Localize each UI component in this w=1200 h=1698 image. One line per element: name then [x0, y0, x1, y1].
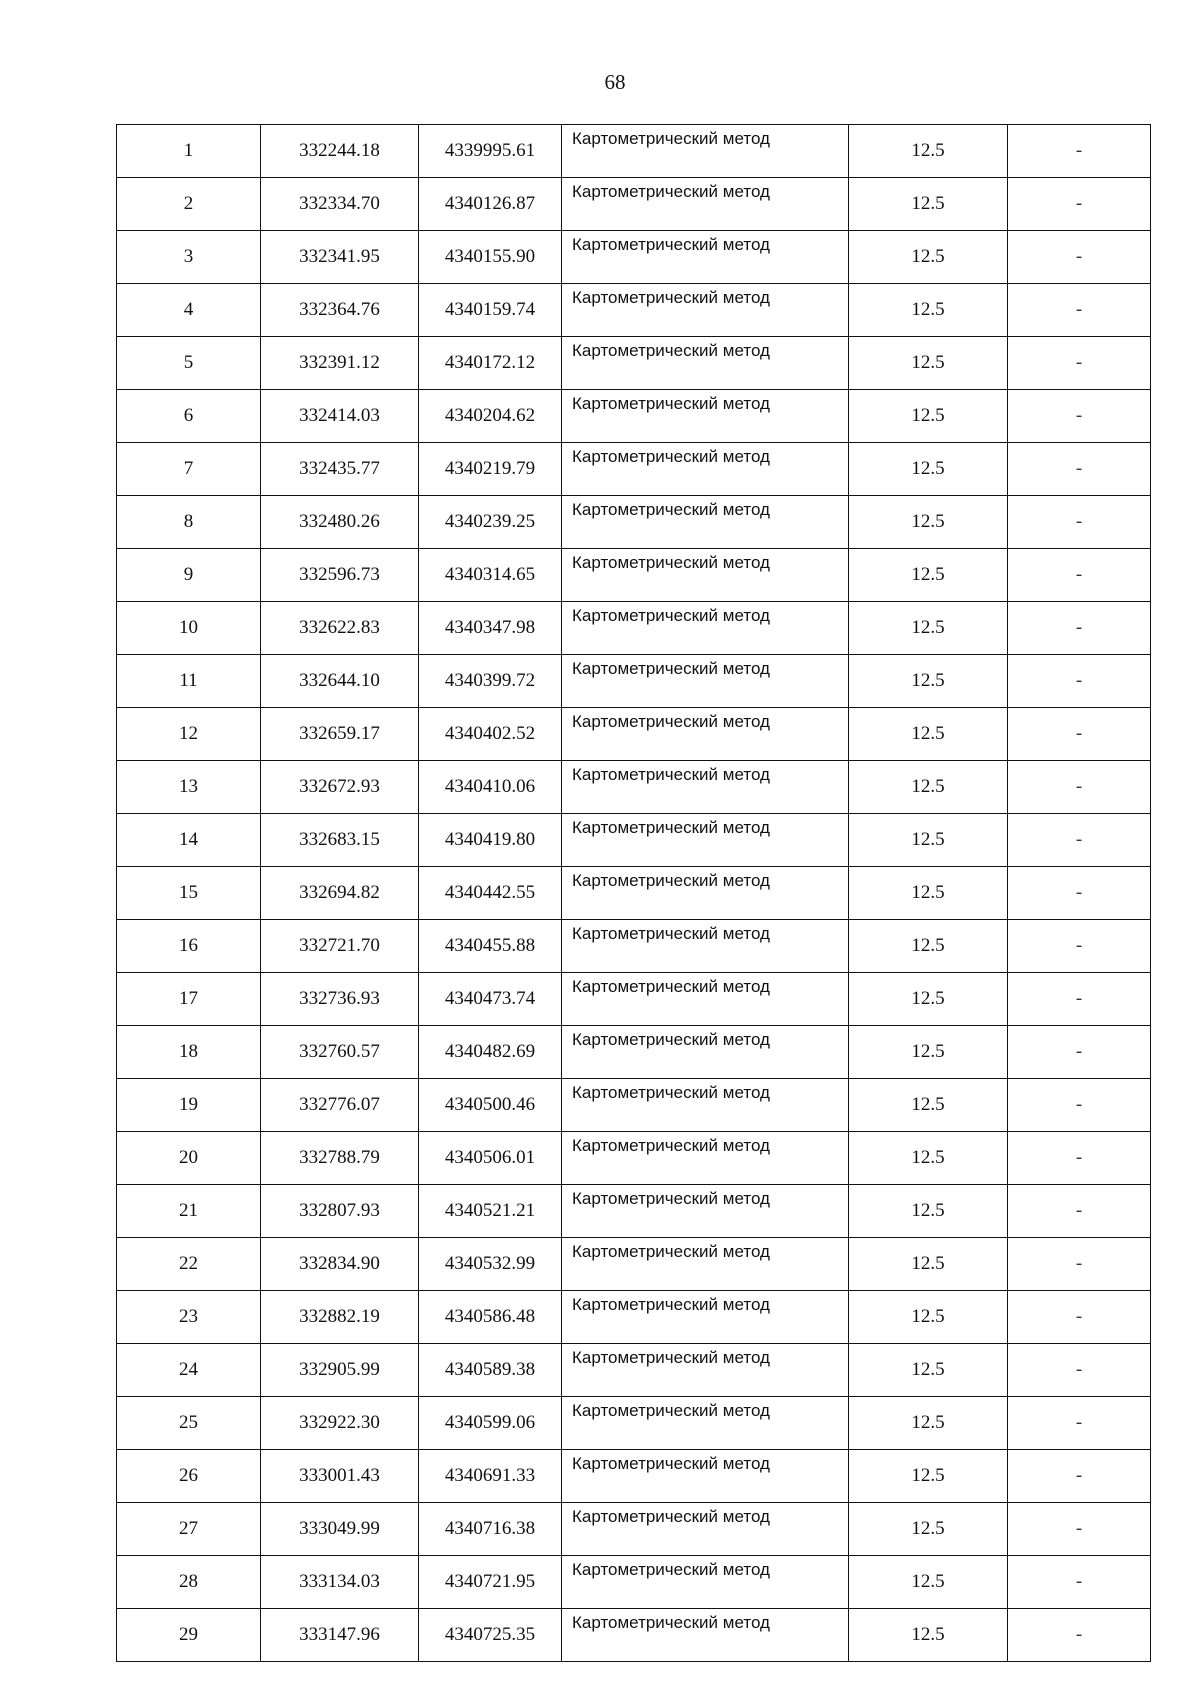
table-row: [117, 1503, 1151, 1556]
note-cell: -: [1008, 814, 1151, 867]
x-coordinate-cell: 332788.79: [261, 1132, 419, 1185]
y-coordinate-cell: 4340126.87: [419, 178, 562, 231]
note-cell: -: [1008, 1503, 1151, 1556]
table-row: [117, 178, 1151, 231]
accuracy-cell: 12.5: [849, 973, 1008, 1026]
point-number-cell: 9: [117, 549, 261, 602]
accuracy-cell: 12.5: [849, 178, 1008, 231]
y-coordinate-cell: 4340599.06: [419, 1397, 562, 1450]
y-coordinate-cell: 4340506.01: [419, 1132, 562, 1185]
table-row: [117, 284, 1151, 337]
note-cell: -: [1008, 1185, 1151, 1238]
accuracy-cell: 12.5: [849, 284, 1008, 337]
method-cell: Картометрический метод: [562, 549, 849, 602]
method-cell: Картометрический метод: [562, 1556, 849, 1609]
point-number-cell: 19: [117, 1079, 261, 1132]
note-cell: -: [1008, 708, 1151, 761]
note-cell: -: [1008, 1291, 1151, 1344]
method-cell: Картометрический метод: [562, 708, 849, 761]
accuracy-cell: 12.5: [849, 1397, 1008, 1450]
method-cell: Картометрический метод: [562, 1397, 849, 1450]
y-coordinate-cell: 4340410.06: [419, 761, 562, 814]
accuracy-cell: 12.5: [849, 602, 1008, 655]
point-number-cell: 1: [117, 125, 261, 178]
method-cell: Картометрический метод: [562, 1609, 849, 1662]
y-coordinate-cell: 4340347.98: [419, 602, 562, 655]
page-number: 68: [604, 70, 626, 94]
accuracy-cell: 12.5: [849, 1185, 1008, 1238]
note-cell: -: [1008, 549, 1151, 602]
point-number-cell: 23: [117, 1291, 261, 1344]
y-coordinate-cell: 4340172.12: [419, 337, 562, 390]
point-number-cell: 22: [117, 1238, 261, 1291]
x-coordinate-cell: 332364.76: [261, 284, 419, 337]
x-coordinate-cell: 332807.93: [261, 1185, 419, 1238]
table-row: [117, 390, 1151, 443]
table-row: [117, 920, 1151, 973]
accuracy-cell: 12.5: [849, 655, 1008, 708]
table-row: [117, 1344, 1151, 1397]
x-coordinate-cell: 332644.10: [261, 655, 419, 708]
y-coordinate-cell: 4340314.65: [419, 549, 562, 602]
method-cell: Картометрический метод: [562, 1132, 849, 1185]
point-number-cell: 10: [117, 602, 261, 655]
x-coordinate-cell: 332882.19: [261, 1291, 419, 1344]
point-number-cell: 25: [117, 1397, 261, 1450]
x-coordinate-cell: 332776.07: [261, 1079, 419, 1132]
x-coordinate-cell: 332596.73: [261, 549, 419, 602]
table-row: [117, 443, 1151, 496]
method-cell: Картометрический метод: [562, 655, 849, 708]
accuracy-cell: 12.5: [849, 549, 1008, 602]
method-cell: Картометрический метод: [562, 1291, 849, 1344]
x-coordinate-cell: 333147.96: [261, 1609, 419, 1662]
y-coordinate-cell: 4340219.79: [419, 443, 562, 496]
x-coordinate-cell: 332622.83: [261, 602, 419, 655]
method-cell: Картометрический метод: [562, 1026, 849, 1079]
table-row: [117, 814, 1151, 867]
table-row: [117, 1397, 1151, 1450]
accuracy-cell: 12.5: [849, 496, 1008, 549]
table-row: [117, 1132, 1151, 1185]
accuracy-cell: 12.5: [849, 708, 1008, 761]
table-row: [117, 549, 1151, 602]
x-coordinate-cell: 332244.18: [261, 125, 419, 178]
method-cell: Картометрический метод: [562, 390, 849, 443]
x-coordinate-cell: 332480.26: [261, 496, 419, 549]
y-coordinate-cell: 4340721.95: [419, 1556, 562, 1609]
accuracy-cell: 12.5: [849, 1609, 1008, 1662]
table-row: [117, 1079, 1151, 1132]
accuracy-cell: 12.5: [849, 1238, 1008, 1291]
accuracy-cell: 12.5: [849, 390, 1008, 443]
point-number-cell: 12: [117, 708, 261, 761]
method-cell: Картометрический метод: [562, 231, 849, 284]
method-cell: Картометрический метод: [562, 814, 849, 867]
point-number-cell: 13: [117, 761, 261, 814]
point-number-cell: 7: [117, 443, 261, 496]
y-coordinate-cell: 4340239.25: [419, 496, 562, 549]
method-cell: Картометрический метод: [562, 496, 849, 549]
note-cell: -: [1008, 1026, 1151, 1079]
x-coordinate-cell: 332435.77: [261, 443, 419, 496]
method-cell: Картометрический метод: [562, 1238, 849, 1291]
table-row: [117, 761, 1151, 814]
x-coordinate-cell: 333001.43: [261, 1450, 419, 1503]
method-cell: Картометрический метод: [562, 867, 849, 920]
note-cell: -: [1008, 1238, 1151, 1291]
note-cell: -: [1008, 1450, 1151, 1503]
accuracy-cell: 12.5: [849, 337, 1008, 390]
accuracy-cell: 12.5: [849, 920, 1008, 973]
method-cell: Картометрический метод: [562, 1450, 849, 1503]
x-coordinate-cell: 332694.82: [261, 867, 419, 920]
table-row: [117, 655, 1151, 708]
point-number-cell: 20: [117, 1132, 261, 1185]
point-number-cell: 6: [117, 390, 261, 443]
y-coordinate-cell: 4339995.61: [419, 125, 562, 178]
table-row: [117, 708, 1151, 761]
method-cell: Картометрический метод: [562, 973, 849, 1026]
point-number-cell: 18: [117, 1026, 261, 1079]
x-coordinate-cell: 332834.90: [261, 1238, 419, 1291]
method-cell: Картометрический метод: [562, 602, 849, 655]
point-number-cell: 14: [117, 814, 261, 867]
y-coordinate-cell: 4340589.38: [419, 1344, 562, 1397]
method-cell: Картометрический метод: [562, 761, 849, 814]
table-row: [117, 231, 1151, 284]
note-cell: -: [1008, 1344, 1151, 1397]
point-number-cell: 11: [117, 655, 261, 708]
table-row: [117, 602, 1151, 655]
note-cell: -: [1008, 973, 1151, 1026]
note-cell: -: [1008, 178, 1151, 231]
note-cell: -: [1008, 1609, 1151, 1662]
x-coordinate-cell: 332760.57: [261, 1026, 419, 1079]
point-number-cell: 17: [117, 973, 261, 1026]
method-cell: Картометрический метод: [562, 178, 849, 231]
method-cell: Картометрический метод: [562, 443, 849, 496]
x-coordinate-cell: 332341.95: [261, 231, 419, 284]
accuracy-cell: 12.5: [849, 867, 1008, 920]
point-number-cell: 5: [117, 337, 261, 390]
x-coordinate-cell: 332334.70: [261, 178, 419, 231]
x-coordinate-cell: 332736.93: [261, 973, 419, 1026]
table-row: [117, 867, 1151, 920]
point-number-cell: 2: [117, 178, 261, 231]
method-cell: Картометрический метод: [562, 1185, 849, 1238]
x-coordinate-cell: 333049.99: [261, 1503, 419, 1556]
table-row: [117, 1556, 1151, 1609]
note-cell: -: [1008, 1397, 1151, 1450]
note-cell: -: [1008, 655, 1151, 708]
x-coordinate-cell: 332683.15: [261, 814, 419, 867]
y-coordinate-cell: 4340482.69: [419, 1026, 562, 1079]
point-number-cell: 27: [117, 1503, 261, 1556]
y-coordinate-cell: 4340155.90: [419, 231, 562, 284]
point-number-cell: 26: [117, 1450, 261, 1503]
y-coordinate-cell: 4340532.99: [419, 1238, 562, 1291]
accuracy-cell: 12.5: [849, 761, 1008, 814]
method-cell: Картометрический метод: [562, 337, 849, 390]
method-cell: Картометрический метод: [562, 1079, 849, 1132]
method-cell: Картометрический метод: [562, 284, 849, 337]
accuracy-cell: 12.5: [849, 443, 1008, 496]
table-row: [117, 125, 1151, 178]
note-cell: -: [1008, 761, 1151, 814]
note-cell: -: [1008, 390, 1151, 443]
y-coordinate-cell: 4340586.48: [419, 1291, 562, 1344]
note-cell: -: [1008, 125, 1151, 178]
note-cell: -: [1008, 496, 1151, 549]
point-number-cell: 29: [117, 1609, 261, 1662]
note-cell: -: [1008, 867, 1151, 920]
note-cell: -: [1008, 1079, 1151, 1132]
coordinates-table: [116, 124, 1151, 1662]
accuracy-cell: 12.5: [849, 1079, 1008, 1132]
point-number-cell: 15: [117, 867, 261, 920]
y-coordinate-cell: 4340521.21: [419, 1185, 562, 1238]
point-number-cell: 3: [117, 231, 261, 284]
table-row: [117, 1026, 1151, 1079]
y-coordinate-cell: 4340419.80: [419, 814, 562, 867]
point-number-cell: 16: [117, 920, 261, 973]
table-row: [117, 1450, 1151, 1503]
note-cell: -: [1008, 920, 1151, 973]
table-row: [117, 1609, 1151, 1662]
table-row: [117, 1185, 1151, 1238]
method-cell: Картометрический метод: [562, 1503, 849, 1556]
note-cell: -: [1008, 284, 1151, 337]
point-number-cell: 28: [117, 1556, 261, 1609]
y-coordinate-cell: 4340455.88: [419, 920, 562, 973]
table-row: [117, 973, 1151, 1026]
coordinates-table-body: [117, 125, 1151, 1662]
accuracy-cell: 12.5: [849, 1556, 1008, 1609]
y-coordinate-cell: 4340725.35: [419, 1609, 562, 1662]
x-coordinate-cell: 332922.30: [261, 1397, 419, 1450]
x-coordinate-cell: 333134.03: [261, 1556, 419, 1609]
note-cell: -: [1008, 443, 1151, 496]
note-cell: -: [1008, 337, 1151, 390]
note-cell: -: [1008, 1556, 1151, 1609]
accuracy-cell: 12.5: [849, 231, 1008, 284]
y-coordinate-cell: 4340399.72: [419, 655, 562, 708]
note-cell: -: [1008, 1132, 1151, 1185]
y-coordinate-cell: 4340691.33: [419, 1450, 562, 1503]
point-number-cell: 24: [117, 1344, 261, 1397]
y-coordinate-cell: 4340204.62: [419, 390, 562, 443]
table-row: [117, 1238, 1151, 1291]
table-row: [117, 496, 1151, 549]
point-number-cell: 21: [117, 1185, 261, 1238]
point-number-cell: 8: [117, 496, 261, 549]
y-coordinate-cell: 4340716.38: [419, 1503, 562, 1556]
method-cell: Картометрический метод: [562, 125, 849, 178]
y-coordinate-cell: 4340442.55: [419, 867, 562, 920]
accuracy-cell: 12.5: [849, 1450, 1008, 1503]
note-cell: -: [1008, 602, 1151, 655]
x-coordinate-cell: 332659.17: [261, 708, 419, 761]
accuracy-cell: 12.5: [849, 1291, 1008, 1344]
y-coordinate-cell: 4340402.52: [419, 708, 562, 761]
accuracy-cell: 12.5: [849, 1026, 1008, 1079]
accuracy-cell: 12.5: [849, 125, 1008, 178]
point-number-cell: 4: [117, 284, 261, 337]
y-coordinate-cell: 4340500.46: [419, 1079, 562, 1132]
method-cell: Картометрический метод: [562, 1344, 849, 1397]
y-coordinate-cell: 4340473.74: [419, 973, 562, 1026]
x-coordinate-cell: 332721.70: [261, 920, 419, 973]
x-coordinate-cell: 332414.03: [261, 390, 419, 443]
table-row: [117, 337, 1151, 390]
method-cell: Картометрический метод: [562, 920, 849, 973]
y-coordinate-cell: 4340159.74: [419, 284, 562, 337]
x-coordinate-cell: 332672.93: [261, 761, 419, 814]
accuracy-cell: 12.5: [849, 1503, 1008, 1556]
accuracy-cell: 12.5: [849, 814, 1008, 867]
accuracy-cell: 12.5: [849, 1344, 1008, 1397]
note-cell: -: [1008, 231, 1151, 284]
table-row: [117, 1291, 1151, 1344]
x-coordinate-cell: 332391.12: [261, 337, 419, 390]
accuracy-cell: 12.5: [849, 1132, 1008, 1185]
x-coordinate-cell: 332905.99: [261, 1344, 419, 1397]
